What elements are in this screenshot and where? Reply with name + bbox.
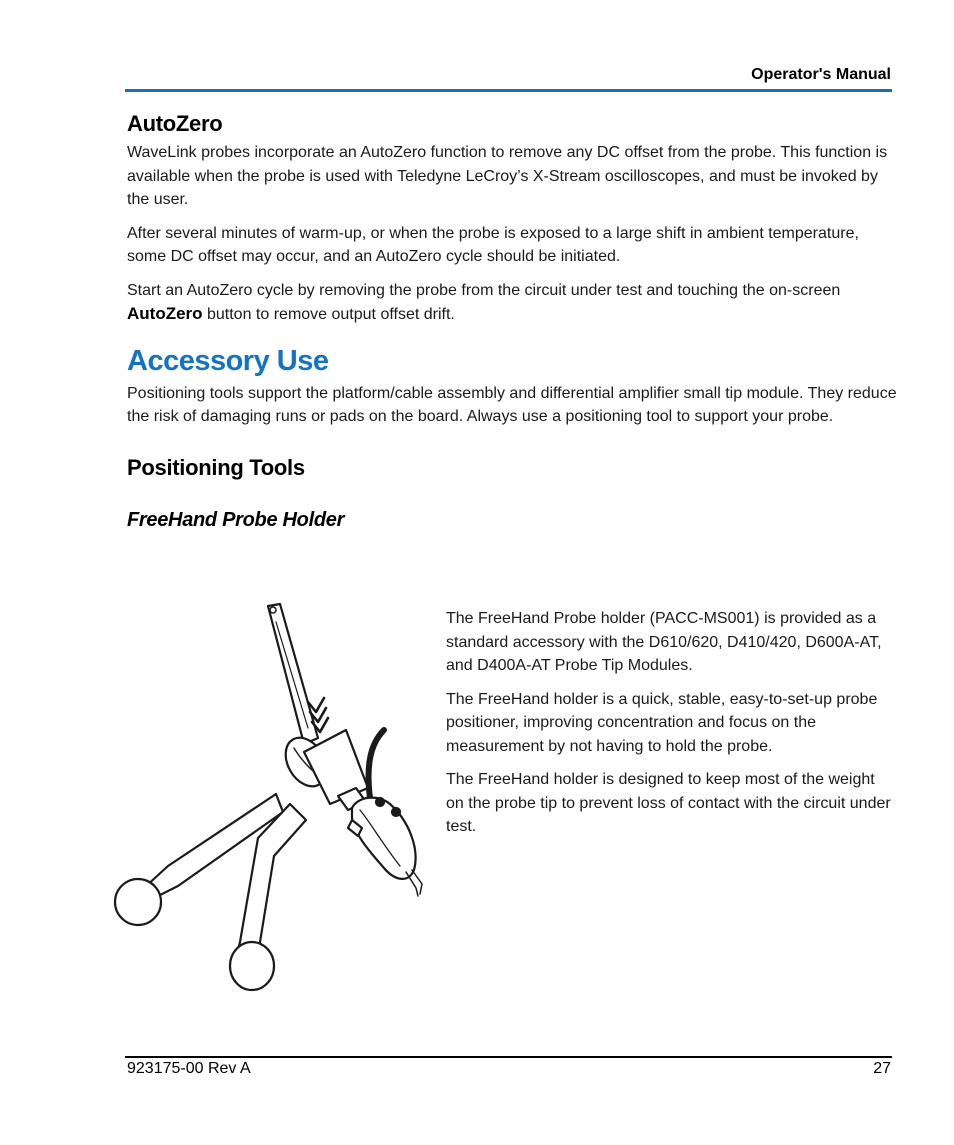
freehand-paragraph-2: The FreeHand holder is a quick, stable, easy-to-set-up probe positioner, improving concentration and focus on the measurement by not having to hold the probe. bbox=[446, 690, 878, 755]
accessory-use-heading: Accessory Use bbox=[127, 344, 329, 377]
freehand-description bbox=[446, 607, 892, 849]
autozero-paragraph-1: WaveLink probes incorporate an AutoZero function to remove any DC offset from the probe. This function is available when the probe is used with Teledyne LeCroy’s X-Stream oscilloscopes, and must be invoked by the user. bbox=[127, 144, 888, 208]
freehand-paragraph-3: The FreeHand holder is designed to keep most of the weight on the probe tip to prevent loss of contact with the circuit under test. bbox=[446, 771, 891, 835]
page-number: 27 bbox=[873, 1060, 891, 1077]
freehand-probe-holder-illustration bbox=[108, 598, 438, 998]
footer-rule bbox=[125, 1056, 892, 1058]
autozero-heading: AutoZero bbox=[127, 111, 223, 136]
header-rule bbox=[125, 89, 892, 92]
probe-holder-drawing bbox=[108, 598, 438, 998]
freehand-subheading: FreeHand Probe Holder bbox=[127, 508, 345, 531]
page-content bbox=[127, 111, 897, 532]
autozero-p3-text-after: button to remove output offset drift. bbox=[202, 306, 455, 323]
autozero-paragraph-2: After several minutes of warm-up, or when the probe is exposed to a large shift in ambient temperature, some DC offset may occur, and an AutoZero cycle should be initiated. bbox=[127, 224, 859, 265]
autozero-button-label: AutoZero bbox=[127, 304, 203, 323]
running-header: Operator's Manual bbox=[751, 66, 891, 83]
freehand-paragraph-1: The FreeHand Probe holder (PACC-MS001) is provided as a standard accessory with the D610/620, D410/420, D600A-AT, and D400A-AT Probe Tip Modules. bbox=[446, 610, 882, 674]
document-id: 923175-00 Rev A bbox=[127, 1060, 251, 1077]
autozero-paragraph-3 bbox=[127, 279, 897, 327]
autozero-p3-text-before: Start an AutoZero cycle by removing the probe from the circuit under test and touching the on-screen bbox=[127, 281, 841, 299]
accessory-paragraph: Positioning tools support the platform/cable assembly and differential amplifier small tip module. They reduce the risk of damaging runs or pads on the board. Always use a positioning tool to support your probe. bbox=[127, 384, 897, 425]
positioning-tools-heading: Positioning Tools bbox=[127, 454, 305, 480]
